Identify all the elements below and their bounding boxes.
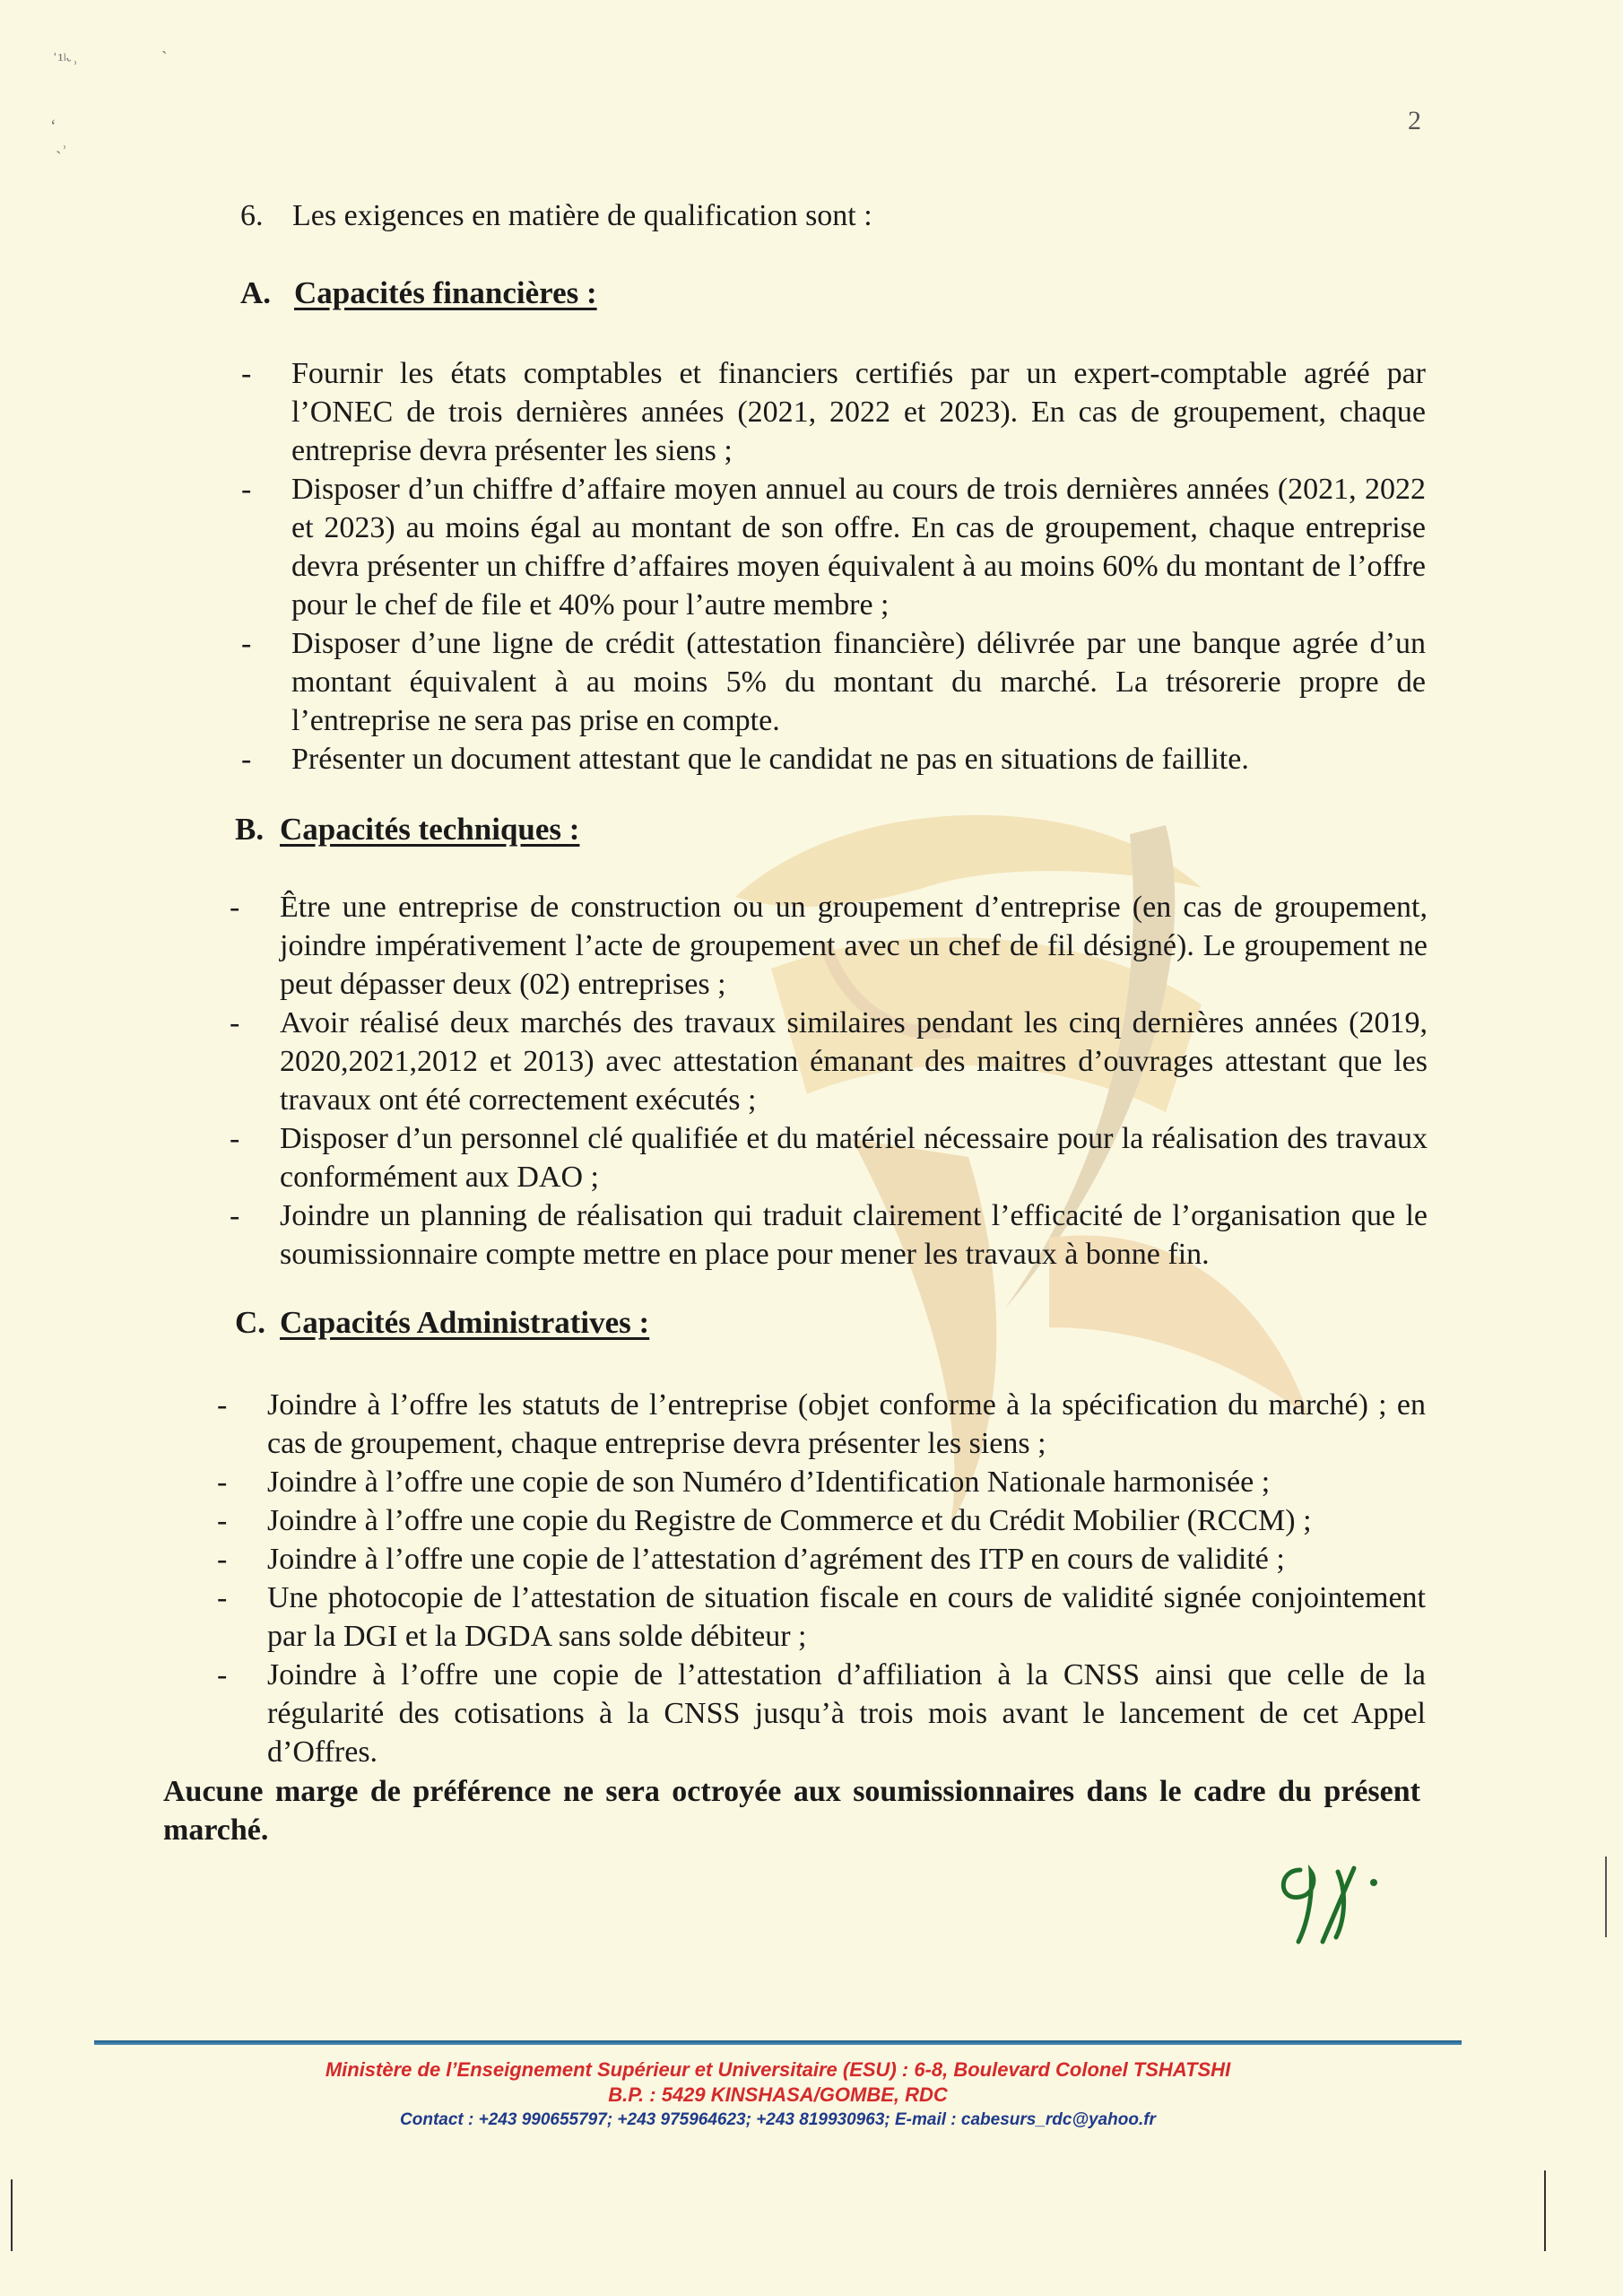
scan-mark: ˏ˒ [56,135,68,154]
footer-address: Ministère de l’Enseignement Supérieur et Universitaire (ESU) : 6-8, Boulevard Colonel TSHATSHI [325,2058,1231,2081]
section-title: Capacités Administratives : [280,1305,650,1340]
list-item-text: Joindre un planning de réalisation qui traduit clairement l’efficacité de l’organisation que le soumissionnaire compte mettre en place pour mener les travaux à bonne fin. [280,1199,1428,1271]
administrative-requirements-list [217,1386,1426,1771]
list-marker: - [241,473,252,506]
section-heading-technical [235,812,579,848]
list-item-text: Une photocopie de l’attestation de situation fiscale en cours de validité signée conjointement par la DGI et la DGDA sans solde débiteur ; [267,1581,1426,1653]
list-marker: - [217,1658,228,1692]
closing-statement: Aucune marge de préférence ne sera octroyée aux soumissionnaires dans le cadre du présent marché. [163,1775,1420,1847]
section-heading-financial [240,275,597,311]
list-item-text: Joindre à l’offre une copie de son Numéro d’Identification Nationale harmonisée ; [267,1465,1271,1499]
list-item [217,1656,1426,1771]
section-letter: B. [235,812,265,847]
list-item-text: Disposer d’un personnel clé qualifiée et du matériel nécessaire pour la réalisation des travaux conformément aux DAO ; [280,1122,1428,1194]
scan-mark: ʻ [50,117,56,136]
scan-edge-line [1544,2170,1546,2251]
section-letter: C. [235,1305,266,1340]
intro-number: 6. [240,199,264,232]
footer-contact: Contact : +243 990655797; +243 975964623; +243 819930963; E-mail : cabesurs_rdc@yahoo.fr [400,2110,1156,2129]
signature-initials [1273,1852,1399,1951]
list-marker: - [217,1388,228,1422]
list-marker: - [230,1122,240,1155]
footer-postal-box: B.P. : 5429 KINSHASA/GOMBE, RDC [608,2083,948,2106]
financial-requirements-list [241,354,1426,778]
section-title: Capacités financières : [294,275,597,310]
scan-edge-line [11,2179,13,2251]
list-item-text: Disposer d’un chiffre d’affaire moyen annuel au cours de trois dernières années (2021, 2022 et 2023) au moins égal au montant de son offre. En cas de groupement, chaque entreprise devra présenter un chiffre d’affaires moyen équivalent à au moins 60% du montant de l’offre pour le chef de file et 40% pour l’autre membre ; [291,473,1426,622]
list-item-text: Être une entreprise de construction ou un groupement d’entreprise (en cas de groupement, joindre impérativement l’acte de groupement avec un chef de fil désigné). Le groupement ne peut dépasser deux (02) entreprises ; [280,891,1428,1001]
list-marker: - [217,1581,228,1614]
scan-mark: ˋ [161,48,168,68]
list-marker: - [241,357,252,390]
section-letter: A. [240,275,272,310]
list-item [241,354,1426,470]
list-item [241,740,1426,778]
list-item [230,888,1428,1004]
list-marker: - [241,627,252,660]
list-marker: - [241,743,252,776]
section-heading-administrative [235,1305,649,1341]
intro-text: Les exigences en matière de qualification sont : [292,199,872,232]
list-item-text: Joindre à l’offre une copie de l’attestation d’agrément des ITP en cours de validité ; [267,1543,1285,1576]
footer [94,2057,1462,2133]
list-item [241,470,1426,624]
list-item-text: Avoir réalisé deux marchés des travaux similaires pendant les cinq dernières années (2019, 2020,2021,2012 et 2013) avec attestation émanant des maitres d’ouvrages attestant que les travaux ont été correctement exécutés ; [280,1006,1428,1117]
list-item [230,1119,1428,1196]
page-number: 2 [1408,106,1421,135]
list-item-text: Joindre à l’offre une copie du Registre de Commerce et du Crédit Mobilier (RCCM) ; [267,1504,1312,1537]
list-item [241,624,1426,740]
footer-rule [94,2040,1462,2045]
list-item [217,1386,1426,1463]
list-marker: - [230,891,240,924]
list-marker: - [230,1006,240,1039]
list-item-text: Présenter un document attestant que le candidat ne pas en situations de faillite. [291,743,1249,776]
scan-mark: ˈ¹ˡ˞˒ [52,50,79,70]
list-item-text: Disposer d’une ligne de crédit (attestation financière) délivrée par une banque agrée d’un montant équivalent à au moins 5% du montant du marché. La trésorerie propre de l’entreprise ne sera pas prise en compte. [291,627,1426,737]
list-marker: - [217,1465,228,1499]
list-marker: - [217,1543,228,1576]
list-item [217,1540,1426,1578]
scan-edge-line [1605,1857,1607,1937]
list-item [217,1578,1426,1656]
list-item [230,1004,1428,1119]
list-marker: - [230,1199,240,1232]
list-item-text: Joindre à l’offre les statuts de l’entreprise (objet conforme à la spécification du marché) ; en cas de groupement, chaque entreprise devra présenter les siens ; [267,1388,1426,1460]
list-item [217,1501,1426,1540]
list-item-text: Fournir les états comptables et financiers certifiés par un expert-comptable agréé par l’ONEC de trois dernières années (2021, 2022 et 2023). En cas de groupement, chaque entreprise devra présenter les siens ; [291,357,1426,467]
technical-requirements-list [230,888,1428,1274]
intro-line [240,199,872,233]
list-item-text: Joindre à l’offre une copie de l’attestation d’affiliation à la CNSS ainsi que celle de la régularité des cotisations à la CNSS jusqu’à trois mois avant le lancement de cet Appel d’Offres. [267,1658,1426,1769]
list-marker: - [217,1504,228,1537]
list-item [230,1196,1428,1274]
list-item [217,1463,1426,1501]
section-title: Capacités techniques : [280,812,580,847]
